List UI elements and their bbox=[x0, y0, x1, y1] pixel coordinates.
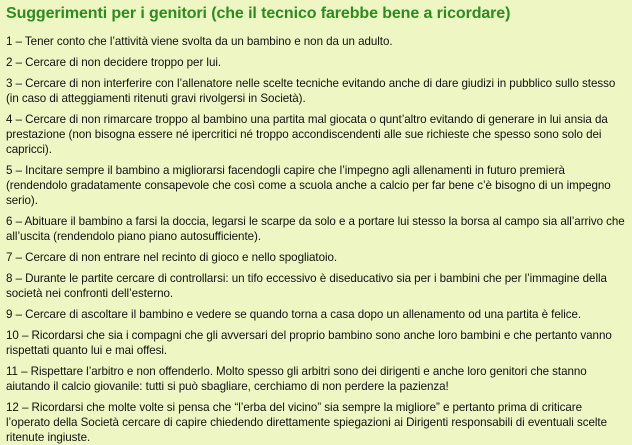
tip-item: 3 – Cercare di non interferire con l’allenatore nelle scelte tecniche evitando anche di dare giudizi in pubblico sullo stesso (in caso di atteggiamenti ritenuti gravi rivolgersi in Società). bbox=[6, 77, 616, 105]
page-title: Suggerimenti per i genitori (che il tecnico farebbe bene a ricordare) bbox=[6, 5, 511, 22]
tip-item: 1 – Tener conto che l’attività viene svolta da un bambino e non da un adulto. bbox=[6, 35, 393, 48]
tip-item: 9 – Cercare di ascoltare il bambino e vedere se quando torna a casa dopo un allenamento od una partita è felice. bbox=[6, 308, 582, 321]
tip-item: 2 – Cercare di non decidere troppo per lui. bbox=[6, 56, 222, 69]
tip-item: 6 – Abituare il bambino a farsi la doccia, legarsi le scarpe da solo e a portare lui stesso la borsa al campo sia all’arrivo che all’uscita (rendendolo piano piano autosufficiente). bbox=[6, 215, 625, 243]
tip-item: 5 – Incitare sempre il bambino a migliorarsi facendogli capire che l’impegno agli allenamenti in futuro premierà (rendendolo gradatamente consapevole che così come a scuola anche a calcio per far bene c’è bisogno di un impegno serio). bbox=[6, 164, 611, 207]
tip-item: 12 – Ricordarsi che molte volte si pensa che “l’erba del vicino” sia sempre la migliore” e pertanto prima di criticare l’operato della Società cercare di capire chiedendo direttamente spiegazioni ai Dirigenti responsabili di eventuali scelte ritenute ingiuste. bbox=[6, 401, 607, 444]
tip-item: 7 – Cercare di non entrare nel recinto di gioco e nello spogliatoio. bbox=[6, 251, 338, 264]
tip-item: 10 – Ricordarsi che sia i compagni che gli avversari del proprio bambino sono anche loro bambini e che pertanto vanno rispettati quanto lui e mai offesi. bbox=[6, 329, 612, 357]
tip-item: 11 – Rispettare l’arbitro e non offenderlo. Molto spesso gli arbitri sono dei dirigenti e anche loro genitori che stanno aiutando il calcio giovanile: tutti si può sbagliare, cerchiamo di non perdere la pazienza! bbox=[6, 365, 587, 393]
tips-list bbox=[6, 34, 626, 445]
tip-item: 4 – Cercare di non rimarcare troppo al bambino una partita mal giocata o qunt’altro evitando di generare in lui ansia da prestazione (non bisogna essere né ipercritici né troppo accondiscendenti alle sue richieste che spesso sono solo dei capricci). bbox=[6, 113, 608, 156]
tip-item: 8 – Durante le partite cercare di controllarsi: un tifo eccessivo è diseducativo sia per i bambini che per l’immagine della società nei confronti dell’esterno. bbox=[6, 272, 607, 300]
